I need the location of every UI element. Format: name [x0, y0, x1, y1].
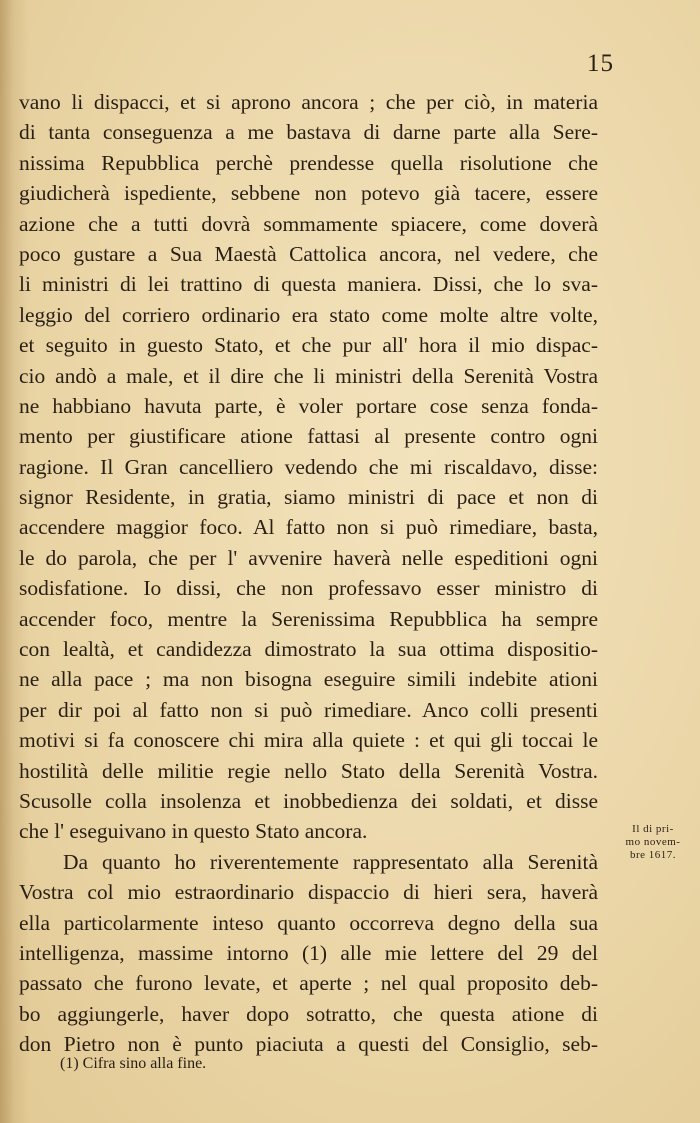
- margin-note-line: mo novem-: [625, 836, 681, 848]
- paragraph-end-line: che l' eseguivano in questo Stato ancora.: [19, 819, 368, 844]
- paragraph-start-line: Da quanto ho riverentemente rappresentato alla Serenità: [63, 849, 598, 874]
- text-line: per dir poi al fatto non si può rimediare. Anco colli presenti: [19, 697, 598, 722]
- text-line: hostilità delle militie regie nello Stato della Serenità Vostra.: [19, 758, 598, 783]
- text-line: le do parola, che per l' avvenire haverà nelle espeditioni ogni: [19, 545, 598, 570]
- text-line: accendere maggior foco. Al fatto non si può rimediare, basta,: [19, 515, 598, 540]
- body-text: [19, 87, 598, 1060]
- text-line: ella particolarmente inteso quanto occorreva degno della sua: [19, 910, 598, 935]
- text-line: li ministri di lei trattino di questa maniera. Dissi, che lo sva-: [19, 272, 598, 297]
- text-line: di tanta conseguenza a me bastava di darne parte alla Sere-: [19, 120, 598, 145]
- text-line: poco gustare a Sua Maestà Cattolica ancora, nel vedere, che: [19, 241, 598, 266]
- margin-note: [609, 823, 697, 862]
- margin-note-line: Il di pri-: [632, 823, 674, 835]
- text-line: accender foco, mentre la Serenissima Repubblica ha sempre: [19, 606, 598, 631]
- text-line: bo aggiungerle, haver dopo sotratto, che questa atione di: [19, 1001, 598, 1026]
- text-line: Vostra col mio estraordinario dispaccio di hieri sera, haverà: [19, 880, 598, 905]
- text-line: et seguito in guesto Stato, et che pur all' hora il mio dispac-: [19, 333, 598, 358]
- text-line: giudicherà ispediente, sebbene non potevo già tacere, essere: [19, 181, 598, 206]
- text-line: passato che furono levate, et aperte ; nel qual proposito deb-: [19, 971, 598, 996]
- text-line: don Pietro non è punto piaciuta a questi del Consiglio, seb-: [19, 1032, 598, 1057]
- text-line: azione che a tutti dovrà sommamente spiacere, come doverà: [19, 211, 598, 236]
- text-line: Scusolle colla insolenza et inobbedienza dei soldati, et disse: [19, 788, 598, 813]
- text-line: vano li dispacci, et si aprono ancora ; che per ciò, in materia: [19, 90, 598, 114]
- text-line: ne alla pace ; ma non bisogna eseguire simili indebite ationi: [19, 667, 598, 692]
- text-line: ne habbiano havuta parte, è voler portare cose senza fonda-: [19, 393, 598, 418]
- margin-note-line: bre 1617.: [629, 849, 677, 861]
- text-line: ragione. Il Gran cancelliero vedendo che mi riscaldavo, disse:: [19, 454, 598, 479]
- text-line: mento per giustificare atione fattasi al presente contro ogni: [19, 424, 598, 449]
- text-line: intelligenza, massime intorno (1) alle mie lettere del 29 del: [19, 940, 598, 965]
- text-line: motivi si fa conoscere chi mira alla quiete : et qui gli toccai le: [19, 728, 598, 753]
- text-line: con lealtà, et candidezza dimostrato la sua ottima dispositio-: [19, 637, 598, 662]
- text-line: leggio del corriero ordinario era stato come molte altre volte,: [19, 302, 598, 327]
- text-line: nissima Repubblica perchè prendesse quella risolutione che: [19, 150, 598, 175]
- footnote: (1) Cifra sino alla fine.: [60, 1055, 207, 1072]
- text-line: sodisfatione. Io dissi, che non professavo esser ministro di: [19, 576, 598, 601]
- text-line: signor Residente, in gratia, siamo ministri di pace et non di: [19, 485, 598, 510]
- page-number: 15: [587, 50, 614, 77]
- text-line: cio andò a male, et il dire che li ministri della Serenità Vostra: [19, 363, 598, 388]
